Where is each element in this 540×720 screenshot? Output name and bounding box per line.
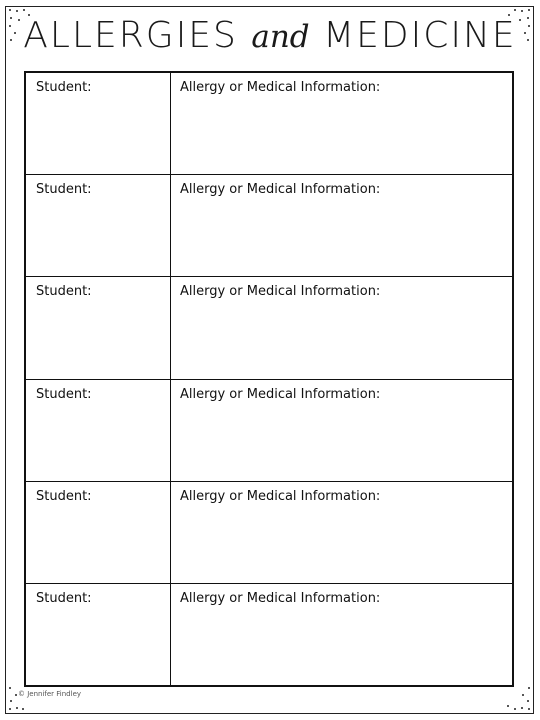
table-row xyxy=(26,379,512,481)
page-title xyxy=(0,14,540,59)
title-part-allergies: ALLERGIES xyxy=(23,15,252,56)
medical-info-label: Allergy or Medical Information: xyxy=(180,284,381,300)
student-cell[interactable] xyxy=(26,277,171,378)
title-part-medicine: MEDICINE xyxy=(309,15,517,56)
student-cell[interactable] xyxy=(26,175,171,276)
medical-info-label: Allergy or Medical Information: xyxy=(180,80,381,95)
student-cell[interactable] xyxy=(26,380,171,481)
medical-info-cell[interactable] xyxy=(171,73,512,174)
student-label: Student: xyxy=(36,80,92,95)
allergy-form-table xyxy=(24,71,514,687)
table-row xyxy=(26,583,512,685)
medical-info-label: Allergy or Medical Information: xyxy=(180,386,381,402)
medical-info-cell[interactable] xyxy=(171,584,512,685)
medical-info-label: Allergy or Medical Information: xyxy=(180,590,381,606)
table-row xyxy=(26,174,512,276)
table-row xyxy=(26,276,512,378)
student-cell[interactable] xyxy=(26,73,171,174)
student-label: Student: xyxy=(36,590,92,606)
student-label: Student: xyxy=(36,182,92,198)
medical-info-cell[interactable] xyxy=(171,380,512,481)
student-label: Student: xyxy=(36,488,92,504)
medical-info-cell[interactable] xyxy=(171,175,512,276)
title-part-and: and xyxy=(251,19,310,55)
medical-info-label: Allergy or Medical Information: xyxy=(180,182,381,198)
student-cell[interactable] xyxy=(26,584,171,685)
student-cell[interactable] xyxy=(26,482,171,583)
copyright-text: © Jennifer Findley xyxy=(18,690,82,698)
table-row xyxy=(26,481,512,583)
table-row xyxy=(26,73,512,174)
student-label: Student: xyxy=(36,284,92,300)
medical-info-cell[interactable] xyxy=(171,482,512,583)
student-label: Student: xyxy=(36,386,92,402)
medical-info-label: Allergy or Medical Information: xyxy=(180,488,381,504)
medical-info-cell[interactable] xyxy=(171,277,512,378)
